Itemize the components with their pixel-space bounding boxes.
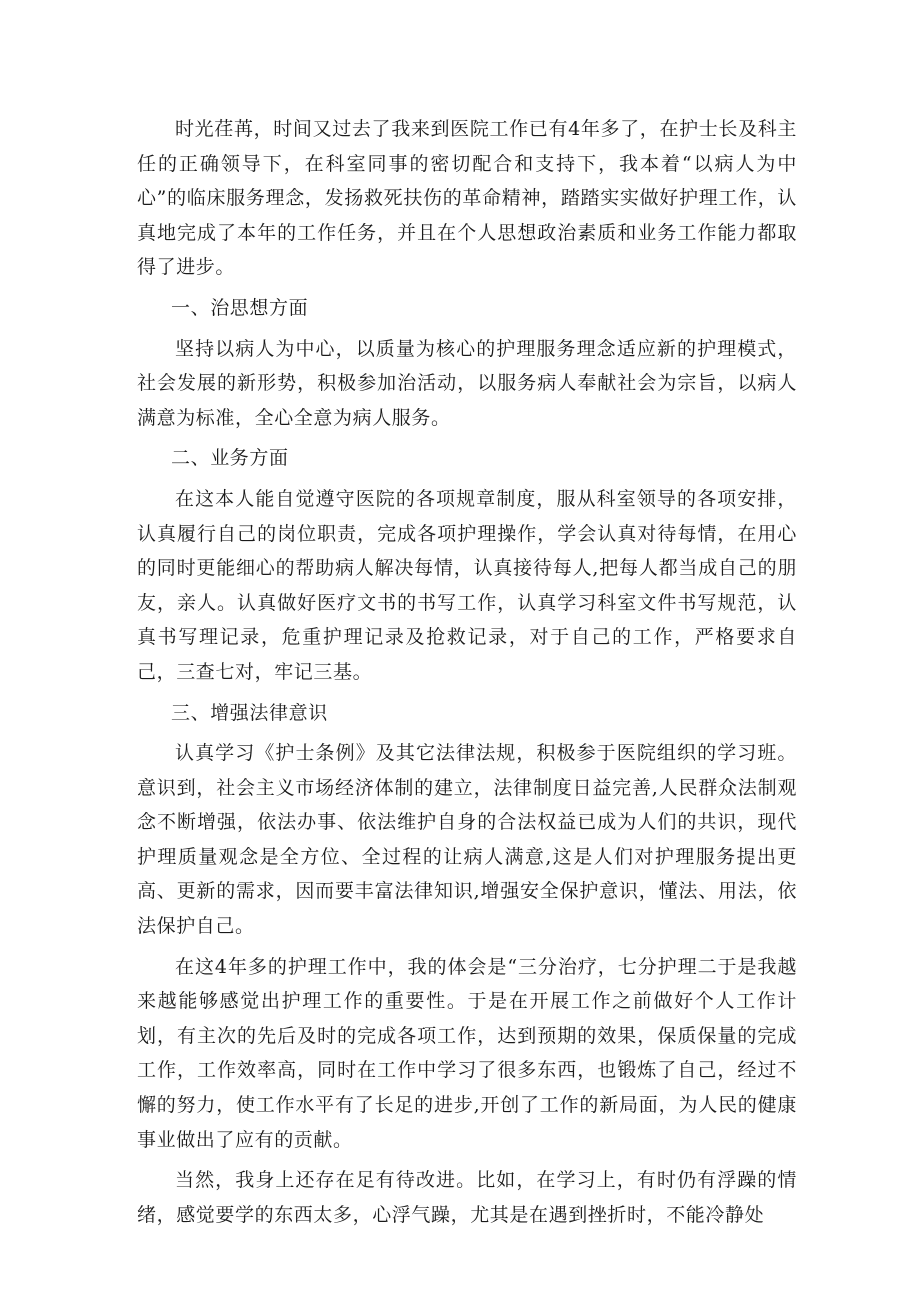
paragraph-business: 在这本人能自觉遵守医院的各项规章制度，服从科室领导的各项安排，认真履行自己的岗位职责，完成各项护理操作，学会认真对待每情，在用心的同时更能细心的帮助病人解决每情，认真接待每人,把每人都当成自己的朋友，亲人。认真做好医疗文书的书写工作，认真学习科室文件书写规范，认真书写理记录，危重护理记录及抢救记录，对于自己的工作，严格要求自己，三查七对，牢记三基。 (137, 487, 797, 683)
paragraph-law: 认真学习《护士条例》及其它法律法规，积极参于医院组织的学习班。意识到，社会主义市场经济体制的建立，法律制度日益完善,人民群众法制观念不断增强，依法办事、依法维护自身的合法权益已成为人们的共识，现代护理质量观念是全方位、全过程的让病人满意,这是人们对护理服务提出更高、更新的需求，因而要丰富法律知识,增强安全保护意识，懂法、用法，依法保护自己。 (137, 742, 797, 938)
document-body (137, 112, 797, 1232)
paragraph-intro: 时光荏苒，时间又过去了我来到医院工作已有4年多了，在护士长及科主任的正确领导下，在科室同事的密切配合和支持下，我本着“以病人为中心”的临床服务理念，发扬救死扶伤的革命精神，踏踏实实做好护理工作，认真地完成了本年的工作任务，并且在个人思想政治素质和业务工作能力都取得了进步。 (137, 118, 797, 279)
section-heading-law: 三、增强法律意识 (171, 701, 328, 724)
paragraph-experience: 在这4年多的护理工作中，我的体会是“三分治疗，七分护理二于是我越来越能够感觉出护理工作的重要性。于是在开展工作之前做好个人工作计划，有主次的先后及时的完成各项工作，达到预期的效果，保质保量的完成工作，工作效率高，同时在工作中学习了很多东西，也锻炼了自己，经过不懈的努力，使工作水平有了长足的进步,开创了工作的新局面，为人民的健康事业做出了应有的贡献。 (137, 955, 797, 1151)
paragraph-political: 坚持以病人为中心，以质量为核心的护理服务理念适应新的护理模式，社会发展的新形势，积极参加治活动，以服务病人奉献社会为宗旨，以病人满意为标准，全心全意为病人服务。 (137, 337, 797, 429)
section-heading-business: 二、业务方面 (171, 447, 289, 470)
paragraph-improvement: 当然，我身上还存在足有待改进。比如，在学习上，有时仍有浮躁的情绪，感觉要学的东西太多，心浮气躁，尤其是在遇到挫折时，不能冷静处 (137, 1169, 797, 1226)
section-heading-political: 一、治思想方面 (171, 296, 309, 319)
